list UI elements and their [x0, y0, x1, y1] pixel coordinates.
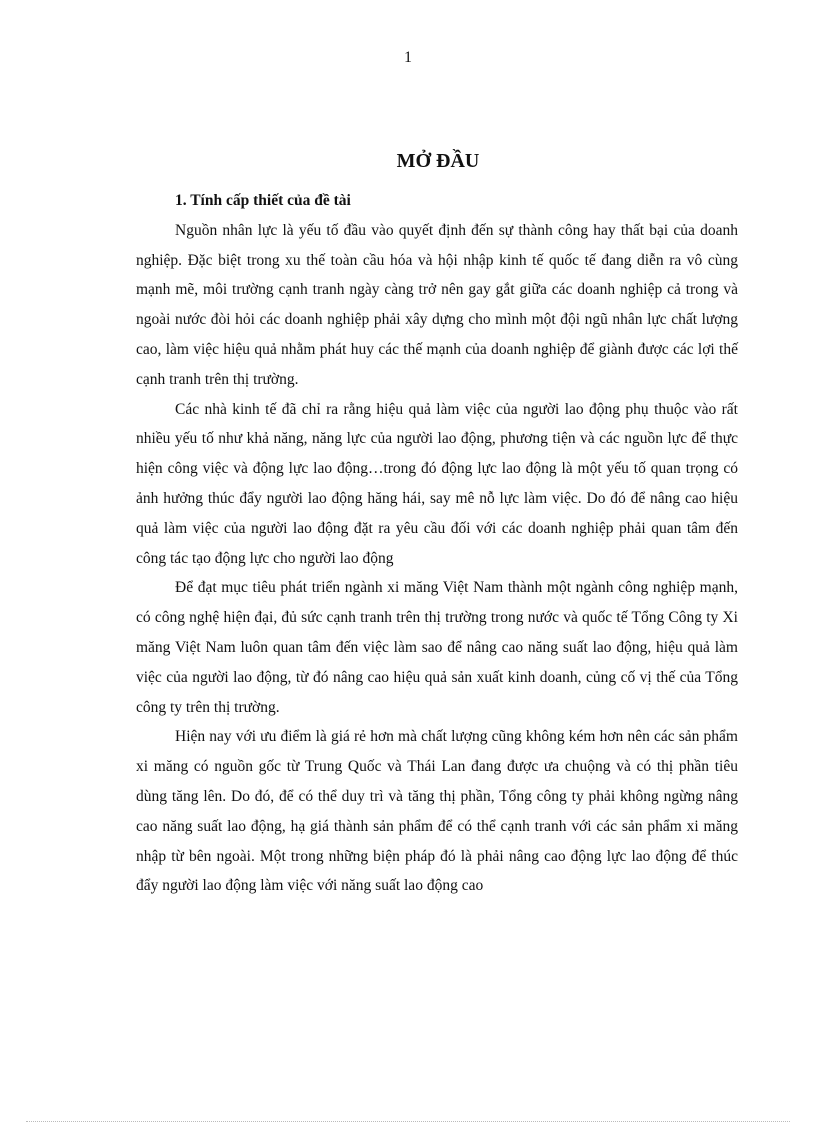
document-body [136, 186, 738, 901]
page-number: 1 [404, 49, 412, 66]
section-heading: 1. Tính cấp thiết của đề tài [175, 192, 351, 209]
paragraph: Để đạt mục tiêu phát triển ngành xi măng Việt Nam thành một ngành công nghiệp mạnh, có công nghệ hiện đại, đủ sức cạnh tranh trên thị trường trong nước và quốc tế Tổng Công ty Xi măng Việt Nam luôn quan tâm đến việc làm sao để nâng cao năng suất lao động, hiệu quả làm việc của người lao động, từ đó nâng cao hiệu quả sản xuất kinh doanh, củng cố vị thế của Tổng công ty trên thị trường. [136, 579, 738, 716]
page-bottom-divider [26, 1121, 790, 1122]
paragraph: Các nhà kinh tế đã chỉ ra rằng hiệu quả làm việc của người lao động phụ thuộc vào rất nhiều yếu tố như khả năng, năng lực của người lao động, phương tiện và các nguồn lực để thực hiện công việc và động lực lao động…trong đó động lực lao động là một yếu tố quan trọng có ảnh hưởng thúc đẩy người lao động hăng hái, say mê nỗ lực làm việc. Do đó để nâng cao hiệu quả làm việc của người lao động đặt ra yêu cầu đối với các doanh nghiệp phải quan tâm đến công tác tạo động lực cho người lao động [136, 400, 738, 567]
paragraph: Nguồn nhân lực là yếu tố đầu vào quyết định đến sự thành công hay thất bại của doanh nghiệp. Đặc biệt trong xu thế toàn cầu hóa và hội nhập kinh tế quốc tế đang diễn ra vô cùng mạnh mẽ, môi trường cạnh tranh ngày càng trở nên gay gắt giữa các doanh nghiệp cả trong và ngoài nước đòi hỏi các doanh nghiệp phải xây dựng cho mình một đội ngũ nhân lực chất lượng cao, làm việc hiệu quả nhằm phát huy các thế mạnh của doanh nghiệp để giành được các lợi thế cạnh tranh trên thị trường. [136, 221, 738, 388]
paragraph: Hiện nay với ưu điểm là giá rẻ hơn mà chất lượng cũng không kém hơn nên các sản phẩm xi măng có nguồn gốc từ Trung Quốc và Thái Lan đang được ưa chuộng và có thị phần tiêu dùng tăng lên. Do đó, để có thể duy trì và tăng thị phần, Tổng công ty phải không ngừng nâng cao năng suất lao động, hạ giá thành sản phẩm để có thể cạnh tranh với các sản phẩm xi măng nhập từ bên ngoài. Một trong những biện pháp đó là phải nâng cao động lực lao động để thúc đẩy người lao động làm việc với năng suất lao động cao [136, 728, 738, 895]
page-title: MỞ ĐẦU [396, 150, 480, 172]
